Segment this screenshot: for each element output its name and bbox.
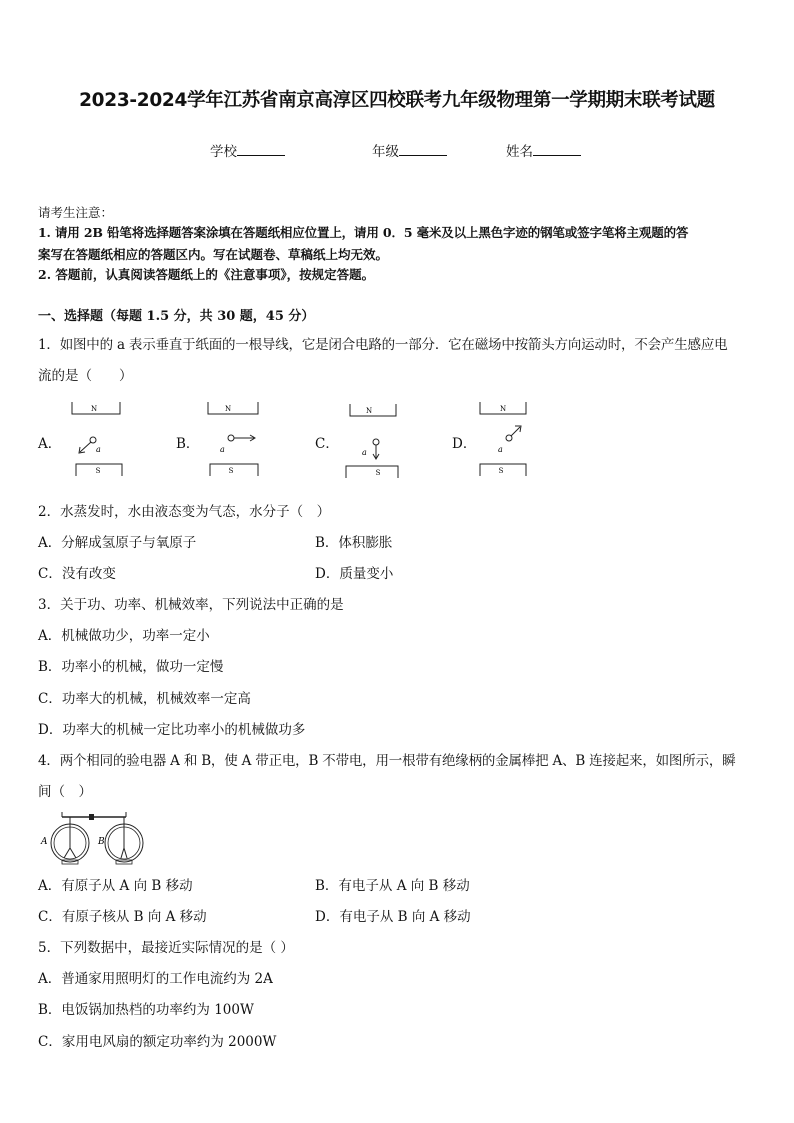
q4-option-b[interactable]: B．有电子从 A 向 B 移动 — [315, 878, 470, 894]
south-pole-label: S — [95, 467, 101, 475]
q1-stem-line1: 1．如图中的 a 表示垂直于纸面的一根导线，它是闭合电路的一部分．它在磁场中按箭头方向运动时，不会产生感应电 — [38, 337, 728, 353]
q3-option-a[interactable]: A．机械做功少，功率一定小 — [38, 628, 210, 644]
q1-figure-a — [60, 398, 130, 480]
q3-option-d[interactable]: D．功率大的机械一定比功率小的机械做功多 — [38, 722, 306, 738]
q3-option-b[interactable]: B．功率小的机械，做功一定慢 — [38, 659, 224, 675]
q5-stem: 5．下列数据中，最接近实际情况的是（ ） — [38, 940, 294, 956]
page-title: 2023-2024学年江苏省南京高淳区四校联考九年级物理第一学期期末联考试题 — [79, 90, 715, 111]
q4-stem-line2: 间（ ） — [38, 784, 92, 800]
north-pole-label: N — [365, 407, 373, 415]
grade-blank[interactable] — [399, 141, 447, 156]
q5-option-a[interactable]: A．普通家用照明灯的工作电流约为 2A — [38, 971, 273, 987]
wire-label: a — [498, 445, 503, 454]
q1-stem-line2: 流的是（ ） — [38, 368, 133, 384]
wire-label: a — [362, 448, 367, 457]
q1-option-a[interactable]: A． — [38, 436, 62, 452]
q1-option-b[interactable]: B． — [176, 436, 200, 452]
notice-line-3: 2. 答题前，认真阅读答题纸上的《注意事项》，按规定答题。 — [38, 267, 375, 282]
q1-option-c[interactable]: C． — [315, 436, 339, 452]
q4-electroscope-figure — [38, 808, 156, 866]
school-label: 学校 — [210, 144, 237, 160]
q5-option-b[interactable]: B．电饭锅加热档的功率约为 100W — [38, 1002, 254, 1018]
notice-heading: 请考生注意： — [38, 205, 114, 220]
q4-option-d[interactable]: D．有电子从 B 向 A 移动 — [315, 909, 471, 925]
electroscope-b-label: B — [98, 837, 105, 847]
name-blank[interactable] — [533, 141, 581, 156]
electroscope-a-label: A — [41, 837, 48, 847]
south-pole-label: S — [498, 467, 504, 475]
q4-stem-line1: 4．两个相同的验电器 A 和 B，使 A 带正电，B 不带电，用一根带有绝缘柄的金属棒把 A、B 连接起来，如图所示，瞬 — [38, 753, 736, 769]
grade-field[interactable] — [372, 140, 447, 160]
q5-option-c[interactable]: C．家用电风扇的额定功率约为 2000W — [38, 1034, 277, 1050]
name-label: 姓名 — [506, 144, 533, 160]
q2-option-d[interactable]: D．质量变小 — [315, 566, 394, 582]
q4-option-c[interactable]: C．有原子核从 B 向 A 移动 — [38, 909, 207, 925]
q2-stem: 2．水蒸发时，水由液态变为气态，水分子（ ） — [38, 504, 331, 520]
notice-line-1: 1. 请用 2B 铅笔将选择题答案涂填在答题纸相应位置上，请用 0．5 毫米及以上黑色字迹的钢笔或签字笔将主观题的答 — [38, 225, 689, 240]
q3-option-c[interactable]: C．功率大的机械，机械效率一定高 — [38, 691, 251, 707]
q3-stem: 3．关于功、功率、机械效率，下列说法中正确的是 — [38, 597, 344, 613]
q2-option-b[interactable]: B．体积膨胀 — [315, 535, 393, 551]
wire-label: a — [96, 445, 101, 454]
south-pole-label: S — [228, 467, 234, 475]
wire-label: a — [220, 445, 225, 454]
name-field[interactable] — [506, 140, 581, 160]
section-heading: 一、选择题（每题 1.5 分，共 30 题，45 分） — [38, 309, 315, 324]
q1-figure-c — [338, 398, 408, 480]
q1-figure-b — [198, 398, 268, 480]
q2-option-a[interactable]: A．分解成氢原子与氧原子 — [38, 535, 197, 551]
grade-label: 年级 — [372, 144, 399, 160]
school-blank[interactable] — [237, 141, 285, 156]
notice-line-2: 案写在答题纸相应的答题区内。写在试题卷、草稿纸上均无效。 — [38, 247, 389, 262]
school-field[interactable] — [210, 140, 285, 160]
q4-option-a[interactable]: A．有原子从 A 向 B 移动 — [38, 878, 193, 894]
q1-figure-d — [470, 398, 540, 480]
north-pole-label: N — [499, 405, 507, 413]
north-pole-label: N — [224, 405, 232, 413]
q2-option-c[interactable]: C．没有改变 — [38, 566, 116, 582]
south-pole-label: S — [375, 469, 381, 477]
north-pole-label: N — [90, 405, 98, 413]
q1-option-d[interactable]: D． — [452, 436, 477, 452]
